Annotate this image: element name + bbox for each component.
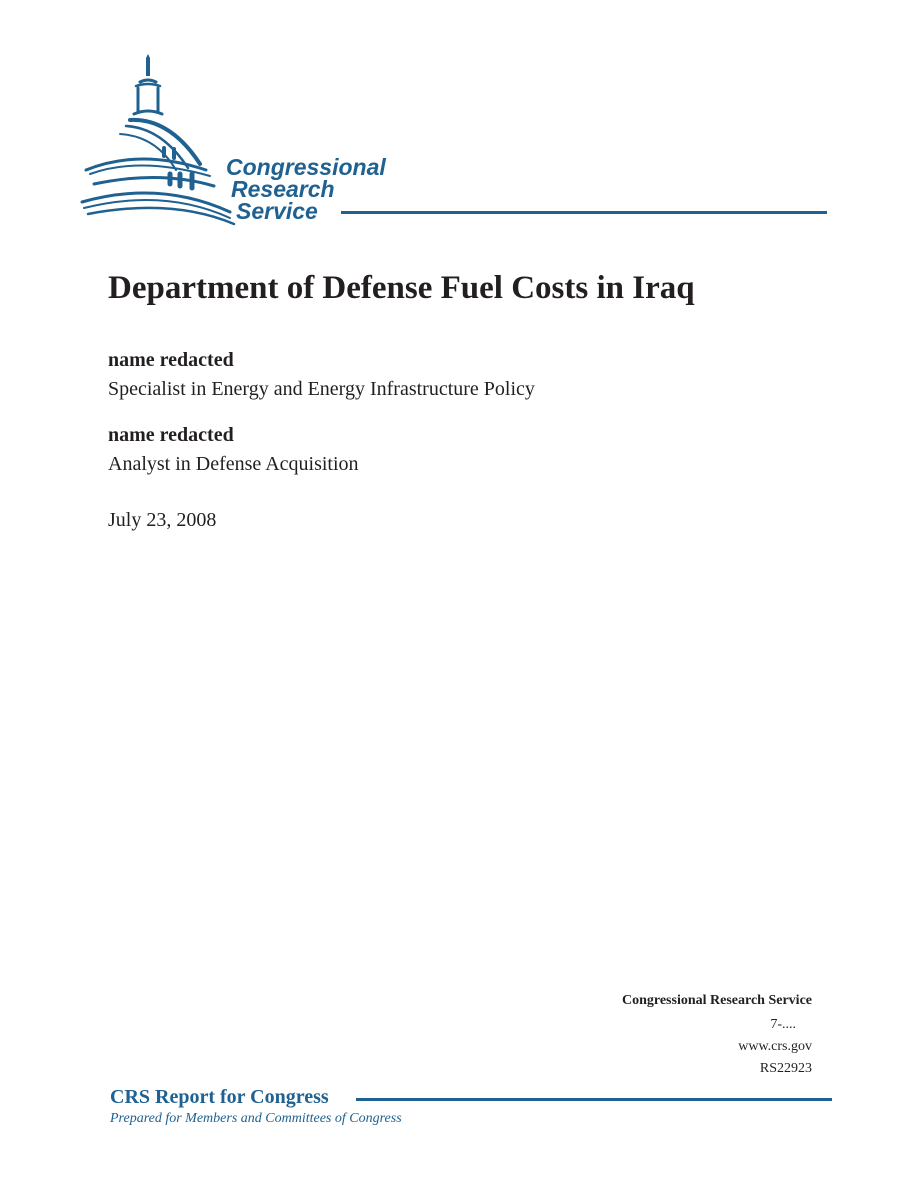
capitol-dome-icon <box>80 52 240 227</box>
footer-title: CRS Report for Congress <box>110 1086 329 1108</box>
logo-rule <box>341 211 827 214</box>
crs-logo <box>80 52 840 227</box>
crs-info-block <box>622 990 812 1080</box>
footer-rule <box>356 1098 832 1101</box>
crs-code: 7-.... <box>770 1017 796 1032</box>
report-date: July 23, 2008 <box>108 509 217 531</box>
report-number: RS22923 <box>759 1061 812 1076</box>
logo-line-1: Congressional <box>226 154 386 180</box>
crs-website-link[interactable]: www.crs.gov <box>738 1039 812 1054</box>
logo-line-2: Research <box>231 176 335 202</box>
crs-organization: Congressional Research Service <box>621 993 812 1008</box>
report-title: Department of Defense Fuel Costs in Iraq <box>108 270 695 306</box>
author-name-1: name redacted <box>108 349 234 371</box>
author-position-1: Specialist in Energy and Energy Infrastructure Policy <box>108 378 535 400</box>
logo-line-3: Service <box>236 198 318 224</box>
author-name-2: name redacted <box>108 424 234 446</box>
footer-subtitle: Prepared for Members and Committees of Congress <box>110 1111 402 1126</box>
author-position-2: Analyst in Defense Acquisition <box>108 453 359 475</box>
